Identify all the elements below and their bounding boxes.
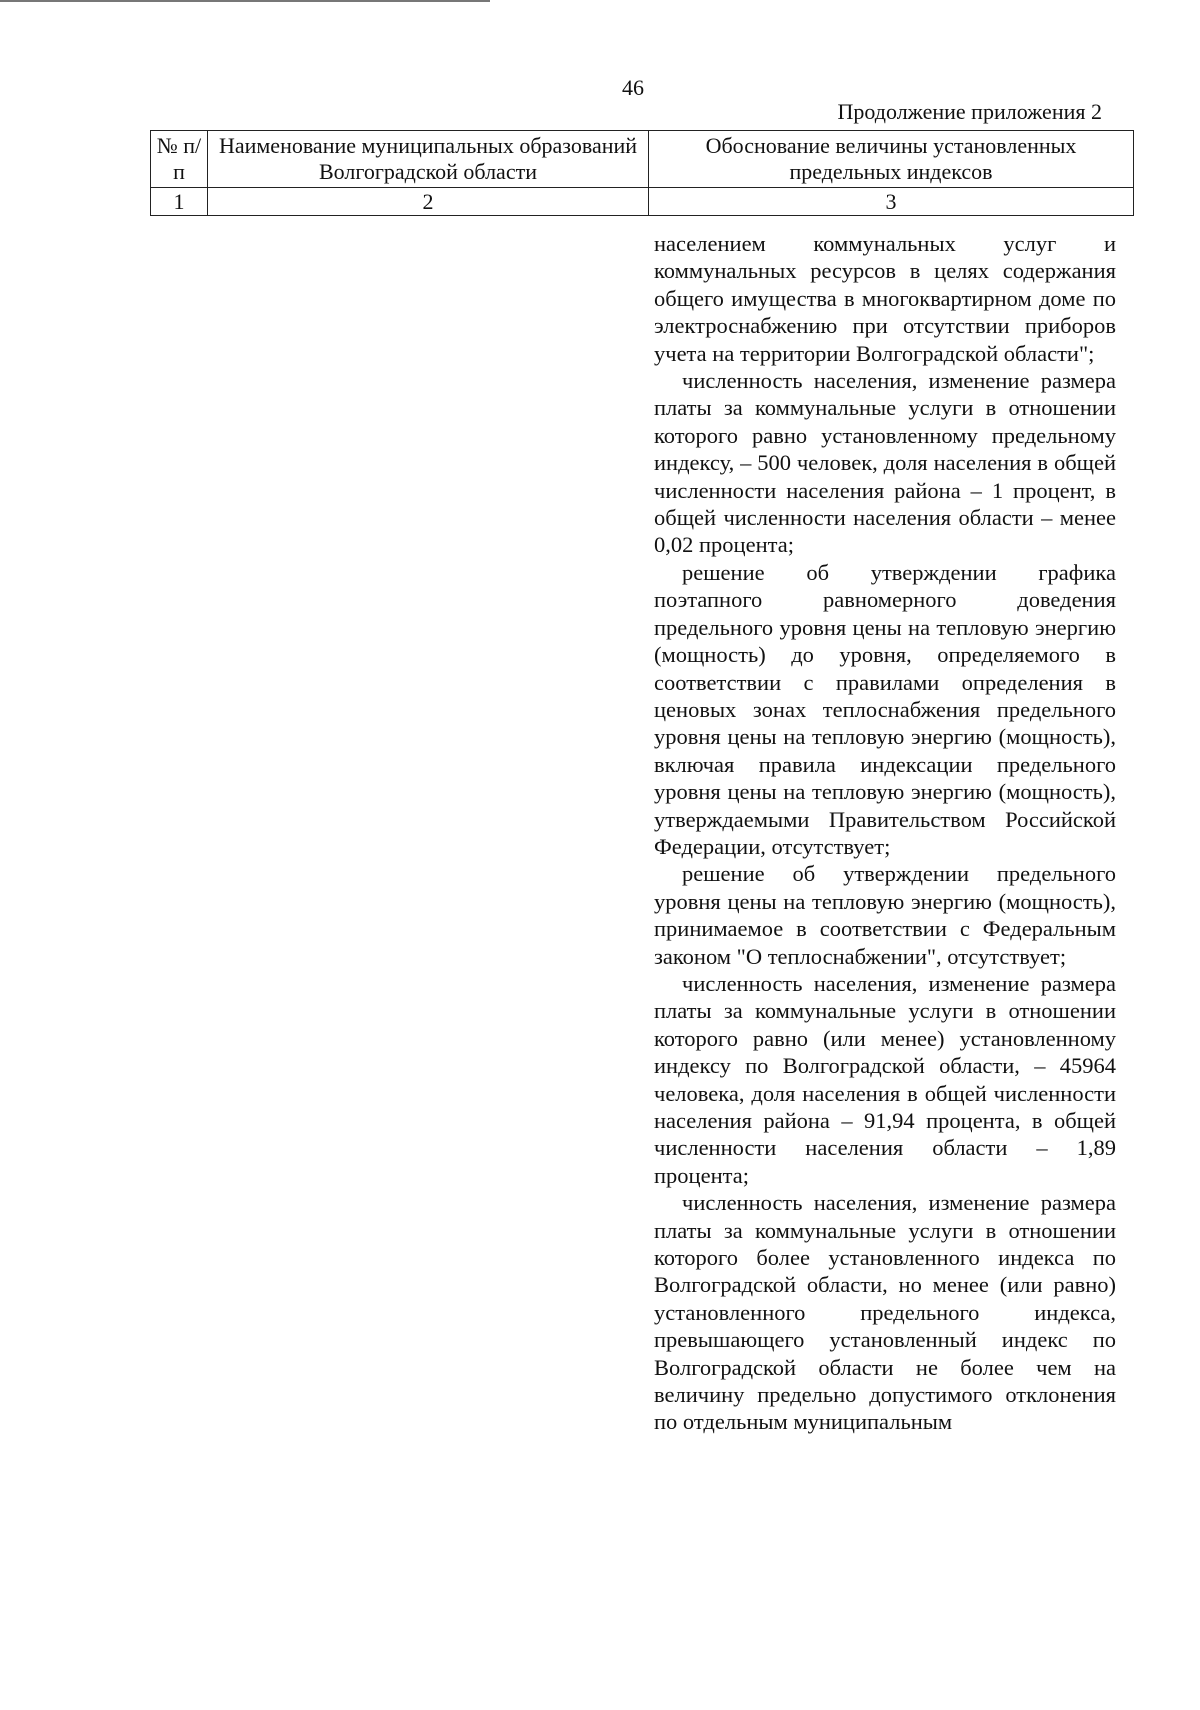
header-number: № п/п (151, 131, 208, 188)
column-number-3: 3 (649, 188, 1134, 216)
table-header-row (151, 131, 1134, 188)
paragraph: населением коммунальных услуг и коммунальных ресурсов в целях содержания общего имущества в многоквартирном доме по электроснабжению при отсутствии приборов учета на территории Волгоградской области"; (654, 231, 1116, 366)
page-number: 46 (622, 75, 644, 100)
table-column-numbers-row (151, 188, 1134, 216)
column-number-1: 1 (151, 188, 208, 216)
justification-text (654, 230, 1116, 1436)
continuation-label: Продолжение приложения 2 (837, 99, 1102, 124)
scan-edge (0, 0, 490, 2)
header-justification: Обоснование величины установленных предельных индексов (649, 131, 1134, 188)
paragraph: решение об утверждении графика поэтапного равномерного доведения предельного уровня цены на тепловую энергию (мощность) до уровня, определяемого в соответствии с правилами определения в ценовых зонах теплоснабжения предельного уровня цены на тепловую энергию (мощность), включая правила индексации предельного уровня цены на тепловую энергию (мощность), утверждаемыми Правительством Российской Федерации, отсутствует; (654, 559, 1116, 859)
header-municipality-name: Наименование муниципальных образований Волгоградской области (208, 131, 649, 188)
paragraph: численность населения, изменение размера платы за коммунальные услуги в отношении которого более установленного индекса по Волгоградской области, но менее (или равно) установленного предельного индекса, превышающего установленный индекс по Волгоградской области не более чем на величину предельно допустимого отклонения по отдельным муниципальным (654, 1190, 1116, 1435)
paragraph: численность населения, изменение размера платы за коммунальные услуги в отношении которого равно установленному предельному индексу, – 500 человек, доля населения в общей численности населения района – 1 процент, в общей численности населения области – менее 0,02 процента; (654, 368, 1116, 558)
column-number-2: 2 (208, 188, 649, 216)
paragraph: решение об утверждении предельного уровня цены на тепловую энергию (мощность), принимаемое в соответствии с Федеральным законом "О теплоснабжении", отсутствует; (654, 861, 1116, 969)
paragraph: численность населения, изменение размера платы за коммунальные услуги в отношении которого равно (или менее) установленному индексу по Волгоградской области, – 45964 человека, доля населения в общей численности населения района – 91,94 процента, в общей численности населения области – 1,89 процента; (654, 970, 1116, 1188)
header-table (150, 130, 1134, 216)
